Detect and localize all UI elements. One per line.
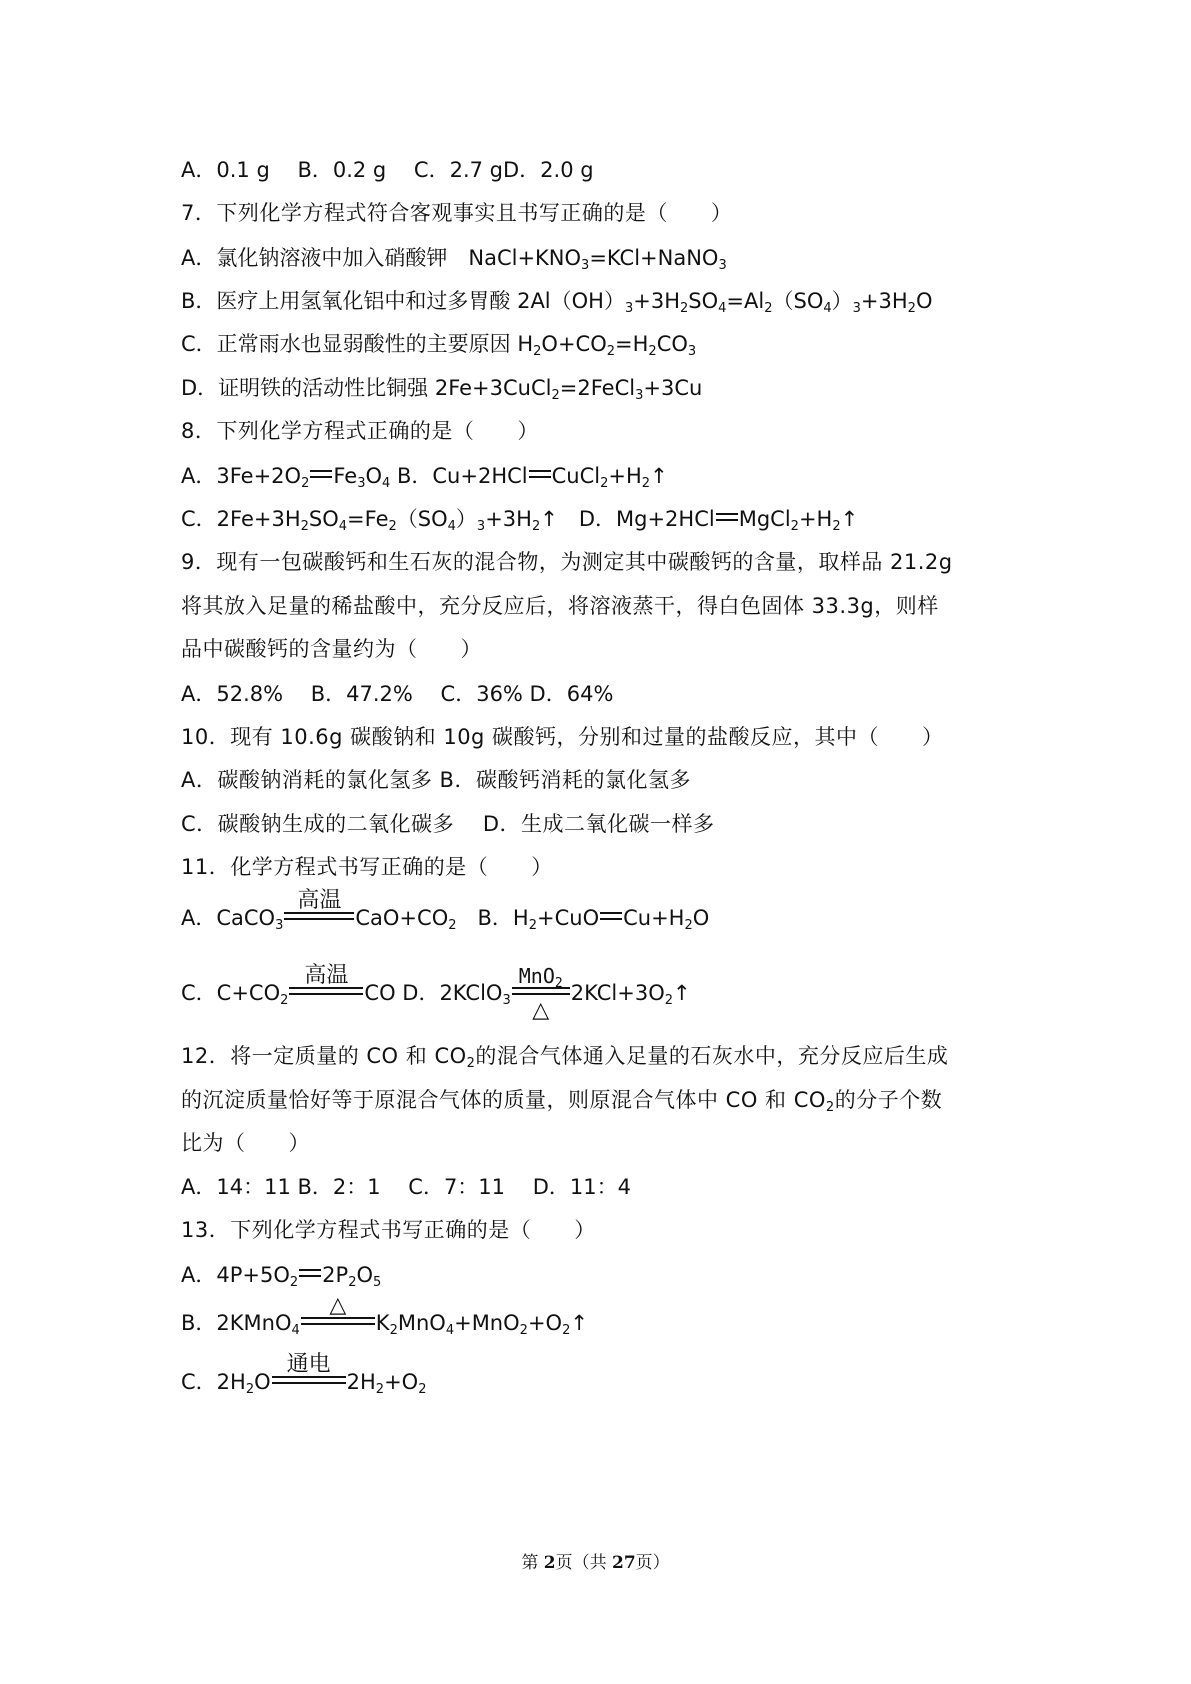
q9-stem-line3: 品中碳酸钙的含量约为（ ） bbox=[181, 637, 482, 661]
q6-options: A．0.1 g B．0.2 g C．2.7 gD．2.0 g bbox=[181, 158, 594, 182]
catalyst-heat-condition: MnO$_2$ △ bbox=[512, 987, 570, 1000]
equals-sign bbox=[716, 513, 738, 521]
heat-triangle-icon: △ bbox=[532, 998, 550, 1023]
q9-stem-line1: 9．现有一包碳酸钙和生石灰的混合物，为测定其中碳酸钙的含量，取样品 21.2g bbox=[181, 550, 953, 574]
equals-sign bbox=[600, 912, 622, 920]
gas-arrow-icon: ↑ bbox=[540, 507, 558, 531]
equals-sign bbox=[299, 1269, 321, 1277]
q10-options-ab: A．碳酸钠消耗的氯化氢多 B．碳酸钙消耗的氯化氢多 bbox=[181, 768, 691, 792]
q13-stem: 13．下列化学方程式书写正确的是（ ） bbox=[181, 1218, 596, 1242]
q9-options: A．52.8% B．47.2% C．36% D．64% bbox=[181, 682, 614, 706]
page-footer: 第 2页（共 27页） bbox=[521, 1553, 670, 1573]
q9-stem-line2: 将其放入足量的稀盐酸中，充分反应后，将溶液蒸干，得白色固体 33.3g，则样 bbox=[181, 594, 939, 618]
q13-option-b: B．2KMnO$_4$ △ $K_2MnO_4+MnO_2+O_2↑$ bbox=[181, 1293, 588, 1338]
q7-stem: 7．下列化学方程式符合客观事实且书写正确的是（ ） bbox=[181, 201, 733, 225]
q11-options-ab: A．CaCO$_3$ 高温 $CaO+CO_2$ B．$H_2+CuO$ $Cu+H_2O$ bbox=[181, 888, 710, 933]
page-total: 27 bbox=[611, 1553, 636, 1573]
heat-condition bbox=[301, 1293, 375, 1330]
q13-option-a: A．$4P+5O_2$ $2P_2O_5$ bbox=[181, 1263, 382, 1290]
q12-options: A．14：11 B．2：1 C．7：11 D．11：4 bbox=[181, 1175, 631, 1199]
q11-options-cd: C．$C+CO_2$ 高温 CO D．2KClO$_3$ MnO$_2$ △ $2KCl+3O_2↑$ bbox=[181, 963, 691, 1023]
electrolysis-condition: 通电 bbox=[272, 1376, 346, 1389]
gas-arrow-icon: ↑ bbox=[570, 1311, 588, 1335]
gas-arrow-icon: ↑ bbox=[650, 464, 668, 488]
heat-triangle-icon: △ bbox=[329, 1293, 347, 1318]
q12-stem-line3: 比为（ ） bbox=[181, 1131, 310, 1155]
q10-options-cd: C．碳酸钠生成的二氧化碳多 D．生成二氧化碳一样多 bbox=[181, 812, 715, 836]
gas-arrow-icon: ↑ bbox=[840, 507, 859, 531]
q7-option-c: C．正常雨水也显弱酸性的主要原因 $H_2O+CO_2=H_2CO_3$ bbox=[181, 332, 697, 359]
q13-option-c: C．$2H_2O$ 通电 $2H_2+O_2$ bbox=[181, 1352, 427, 1397]
q7-option-d: D．证明铁的活动性比铜强 2Fe+3CuCl$_2$=2FeCl$_3$+3Cu bbox=[181, 376, 703, 403]
equals-sign bbox=[310, 470, 332, 478]
q8-options-cd: C．$2Fe+3H_2SO_4=Fe_2(SO_4)_3+3H_2↑$ D．Mg+2HCl $MgCl_2+H_2↑$ bbox=[181, 507, 859, 534]
q7-option-a: A．氯化钠溶液中加入硝酸钾 $NaCl+KNO_3=KCl+NaNO_3$ bbox=[181, 246, 727, 273]
page-number: 2 bbox=[543, 1553, 556, 1573]
q8-options-ab: A．$3Fe+2O_2$ $Fe_3O_4$ B．Cu+2HCl $CuCl_2+H_2↑$ bbox=[181, 464, 668, 491]
q7-option-b: B．医疗上用氢氧化铝中和过多胃酸 $2Al(OH)_3+3H_2SO_4=Al_2(SO_4)_3+3H_2O$ bbox=[181, 289, 933, 316]
q12-stem-line1: 12．将一定质量的 CO 和 $CO_2$的混合气体通入足量的石灰水中，充分反应后生成 bbox=[181, 1044, 949, 1071]
q10-stem: 10．现有 10.6g 碳酸钠和 10g 碳酸钙，分别和过量的盐酸反应，其中（ ） bbox=[181, 725, 944, 749]
q12-stem-line2: 的沉淀质量恰好等于原混合气体的质量，则原混合气体中 CO 和 $CO_2$的分子个数 bbox=[181, 1088, 943, 1115]
gas-arrow-icon: ↑ bbox=[673, 981, 691, 1005]
condition-equation: 高温 bbox=[284, 912, 354, 925]
q8-stem: 8．下列化学方程式正确的是（ ） bbox=[181, 419, 539, 443]
condition-equation: 高温 bbox=[289, 987, 363, 1000]
equals-sign bbox=[529, 470, 551, 478]
q11-stem: 11．化学方程式书写正确的是（ ） bbox=[181, 855, 553, 879]
